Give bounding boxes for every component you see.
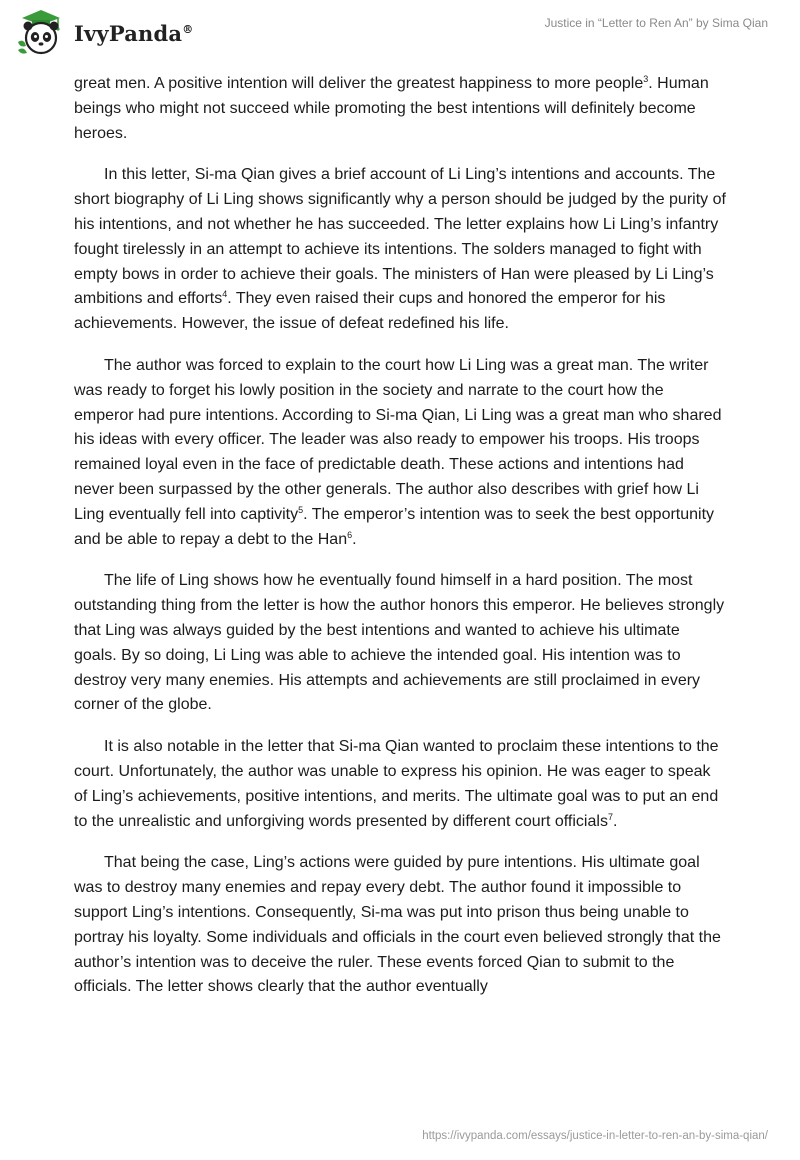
- brand-text: IvyPanda: [74, 20, 183, 46]
- paragraph-text: That being the case, Ling’s actions were guided by pure intentions. His ultimate goal was to destroy many enemies and repay every debt. The author found it impossible to support Ling’s intentions. Consequently, Si-ma was put into prison thus being unable to portray his loyalty. Some individuals and officials in the court even believed strongly that the author’s intention was to deceive the ruler. These events forced Qian to submit to the officials. The letter shows clearly that the author eventually: [74, 854, 721, 996]
- document-title: Justice in “Letter to Ren An” by Sima Qian: [544, 16, 768, 30]
- page-header: [0, 0, 800, 70]
- paragraph-1: [74, 72, 726, 146]
- footnote-ref[interactable]: 3: [643, 74, 649, 84]
- paragraph-text: great men. A positive intention will deliver the greatest happiness to more people: [74, 75, 644, 92]
- footnote-ref[interactable]: 6: [347, 529, 353, 540]
- paragraph-text: . The emperor’s intention was to seek the best opportunity and be able to repay a debt to the Han: [74, 505, 715, 548]
- paragraph-text: .: [612, 812, 618, 830]
- paragraph-5: [74, 735, 726, 834]
- ivypanda-logo[interactable]: [14, 8, 204, 56]
- paragraph-text: . They even raised their cups and honored the emperor for his achievements. However, the issue of defeat redefined his life.: [74, 290, 666, 333]
- essay-body: [74, 72, 726, 1017]
- footnote-ref[interactable]: 4: [222, 289, 228, 300]
- paragraph-text: It is also notable in the letter that Si-ma Qian wanted to proclaim these intentions to the court. Unfortunately, the author was unable to express his opinion. He was eager to speak of Ling’s achievements, positive intentions, and merits. The ultimate goal was to put an end to the unrealistic and unforgiving words presented by different court officials: [74, 738, 719, 830]
- source-url[interactable]: https://ivypanda.com/essays/justice-in-letter-to-ren-an-by-sima-qian/: [422, 1130, 768, 1142]
- panda-graduate-icon: [14, 8, 68, 56]
- paragraph-text: In this letter, Si-ma Qian gives a brief account of Li Ling’s intentions and accounts. The short biography of Li Ling shows significantly why a person should be judged by the purity of his intentions, and not whether he has succeeded. The letter explains how Li Ling’s infantry fought tirelessly in an attempt to achieve its intentions. The solders managed to fight with empty bows in order to achieve their goals. The ministers of Han were pleased by Li Ling’s ambitions and efforts: [74, 166, 726, 308]
- paragraph-text: . Human beings who might not succeed while promoting the best intentions will definitely become heroes.: [74, 75, 709, 142]
- paragraph-4: [74, 569, 726, 718]
- brand-name: [74, 21, 193, 46]
- footnote-ref[interactable]: 5: [298, 504, 304, 515]
- footnote-ref[interactable]: 7: [607, 811, 613, 822]
- paragraph-text: .: [352, 530, 357, 548]
- registered-mark: ®: [182, 22, 194, 36]
- paragraph-2: [74, 163, 726, 337]
- paragraph-text: The author was forced to explain to the court how Li Ling was a great man. The writer was ready to forget his lowly position in the society and narrate to the court how the emperor had pure intentions. According to Si-ma Qian, Li Ling was a great man who shared his ideas with every officer. The leader was also ready to empower his troops. His troops remained loyal even in the face of predictable death. These actions and intentions had never been surpassed by the other generals. The author also describes with grief how Li Ling eventually fell into captivity: [74, 356, 722, 523]
- paragraph-text: The life of Ling shows how he eventually found himself in a hard position. The most outstanding thing from the letter is how the author honors this emperor. He believes strongly that Ling was always guided by the best intentions and wanted to achieve his ultimate goals. By so doing, Li Ling was able to achieve the intended goal. His intention was to destroy very many enemies. His attempts and achievements are still proclaimed in every corner of the globe.: [74, 572, 725, 714]
- paragraph-6: [74, 851, 726, 1000]
- paragraph-3: [74, 354, 726, 552]
